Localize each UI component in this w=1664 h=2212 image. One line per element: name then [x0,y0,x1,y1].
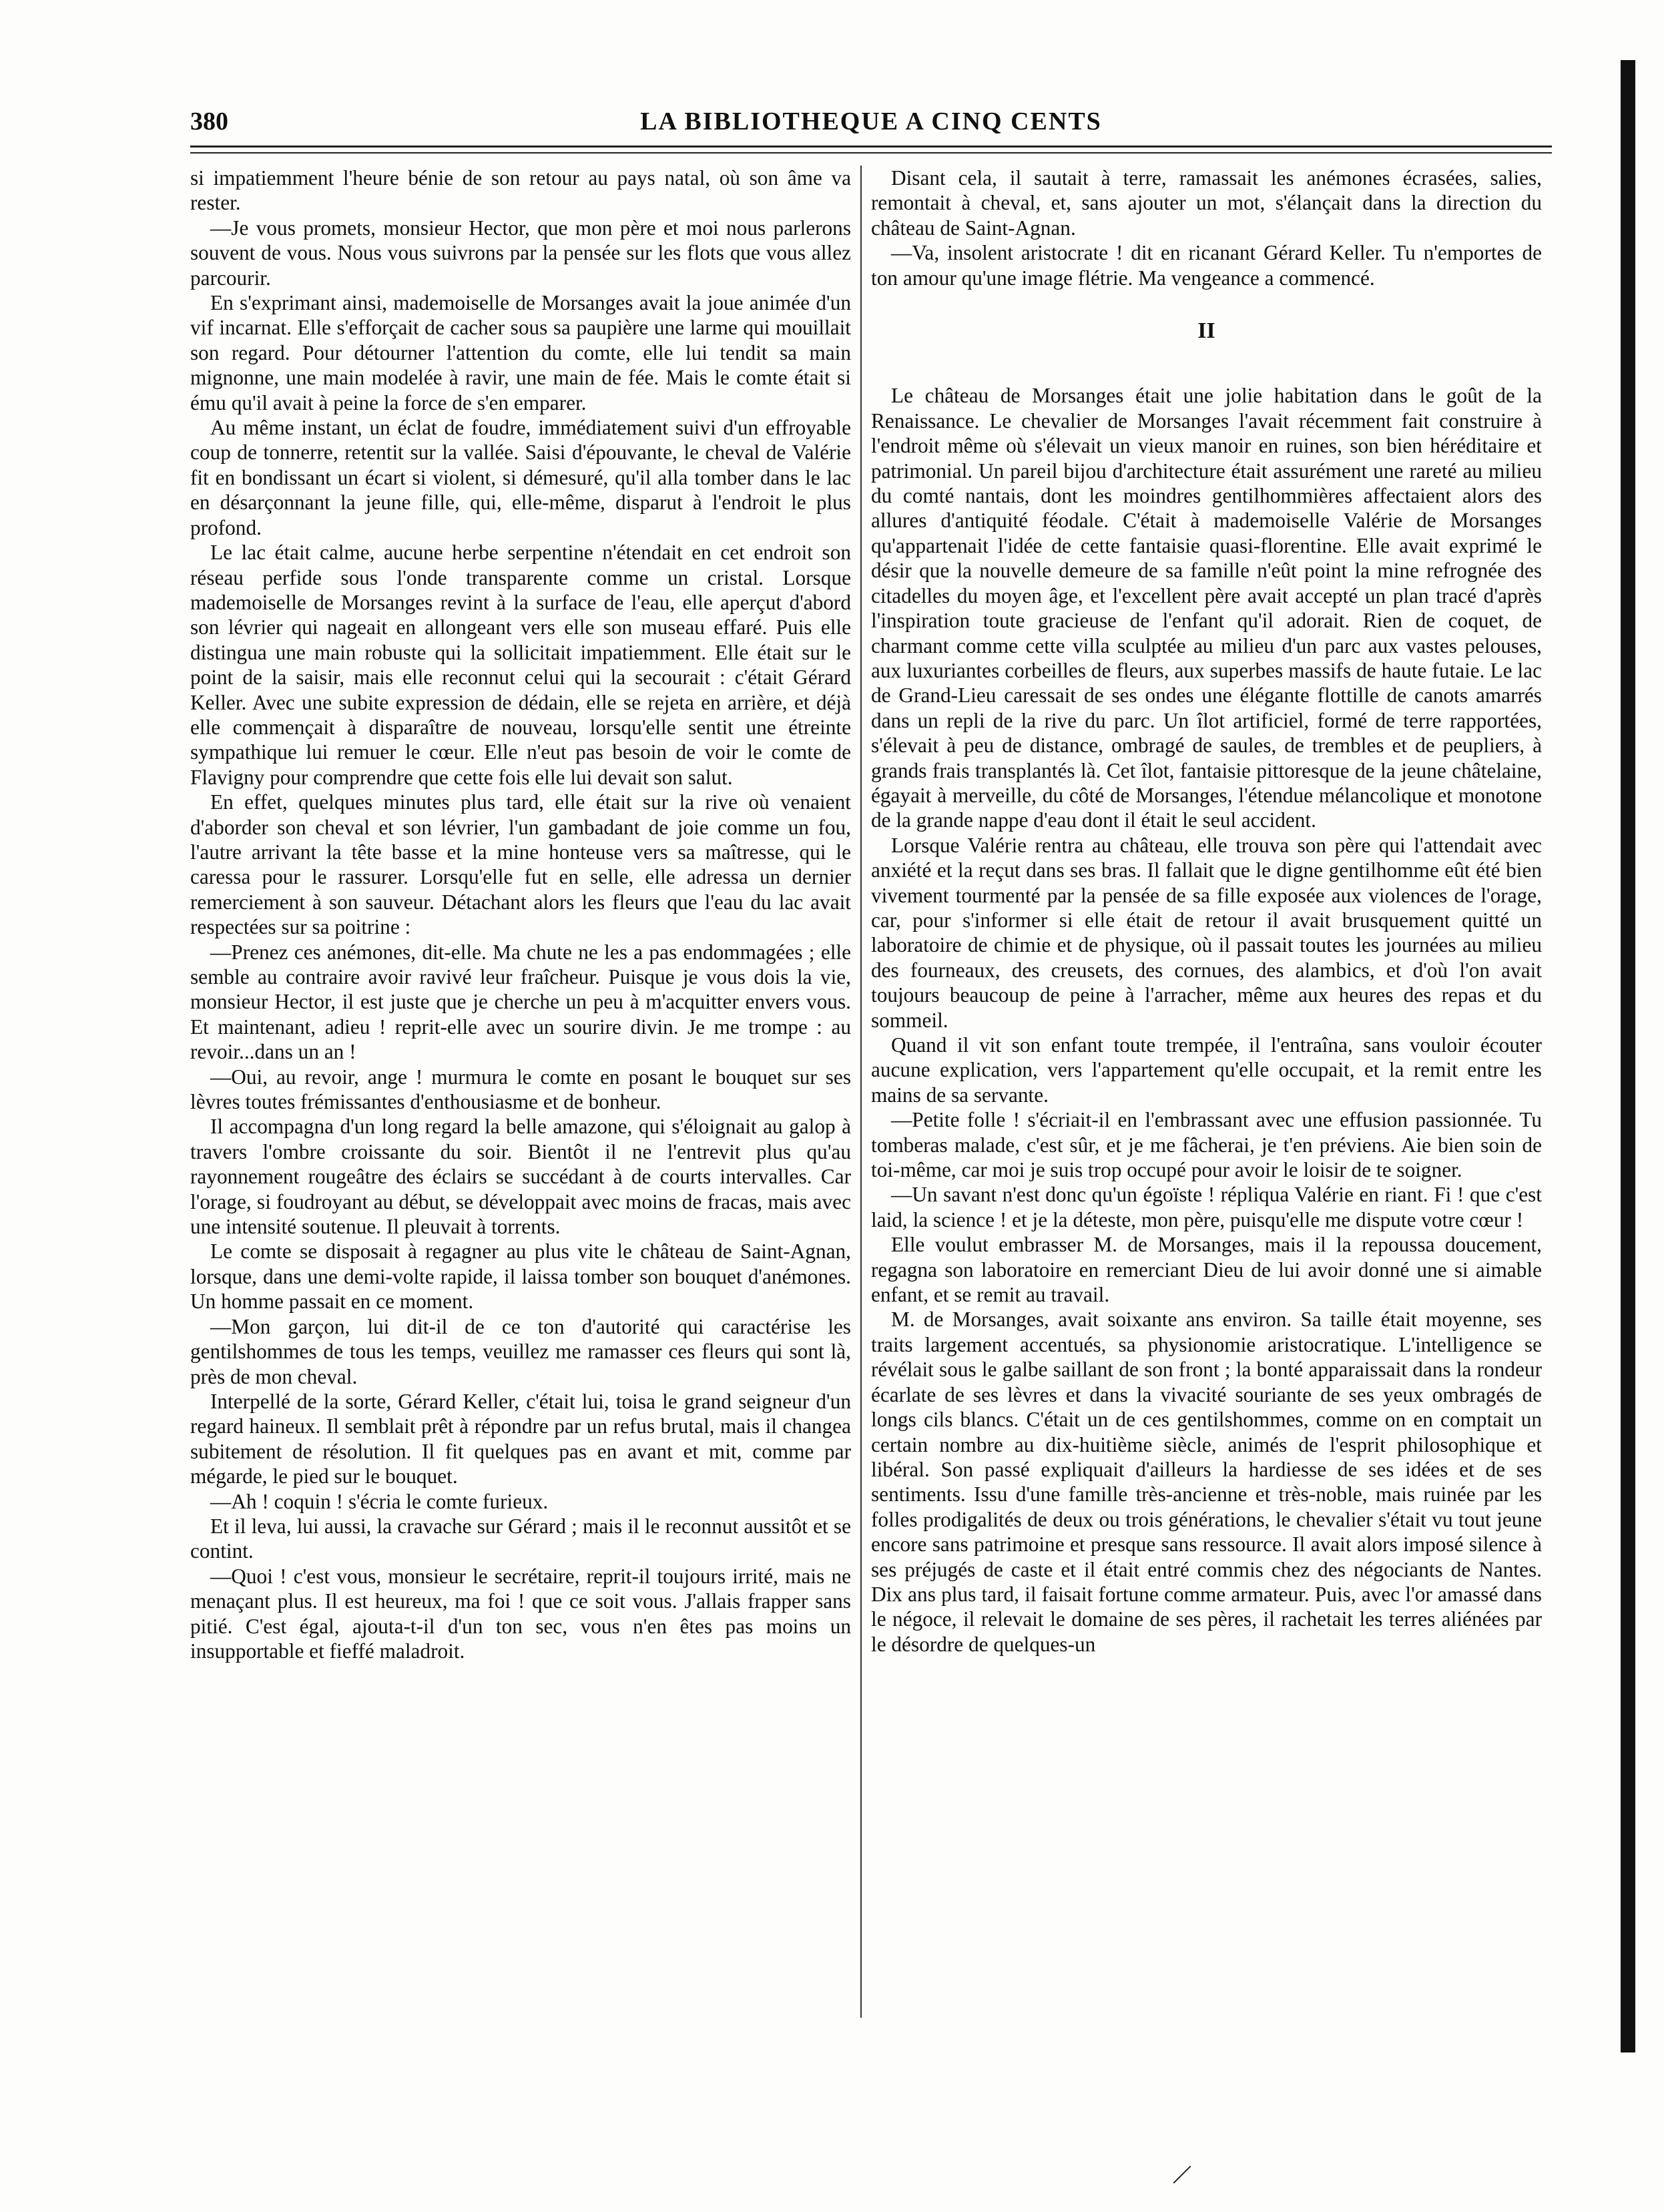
paragraph: Disant cela, il sautait à terre, ramassait les anémones écrasées, salies, remontait à cheval, et, sans ajouter un mot, s'élançait dans la direction du château de Saint-Agnan. [871,166,1542,240]
running-title: LA BIBLIOTHEQUE A CINQ CENTS [640,107,1102,135]
paragraph: —Ah ! coquin ! s'écria le comte furieux. [210,1489,549,1513]
binding-edge-shadow [1621,60,1635,2052]
paragraph: Il accompagna d'un long regard la belle amazone, qui s'éloignait au galop à travers l'ombre croissante du soir. Bientôt il ne l'entrevit plus qu'au rayonnement rougeâtre des éclairs se succédant à de courts intervalles. Car l'orage, si foudroyant au début, se développait avec moins de fracas, mais avec une intensité soutenue. Il pleuvait à torrents. [190,1115,851,1239]
header-rule [190,146,1552,148]
paragraph: —Va, insolent aristocrate ! dit en ricanant Gérard Keller. Tu n'emportes de ton amour qu'une image flétrie. Ma vengeance a commencé. [871,241,1542,290]
paragraph: Elle voulut embrasser M. de Morsanges, mais il la repoussa doucement, regagna son laboratoire en remerciant Dieu de lui avoir donné une si aimable enfant, et se remit au travail. [871,1233,1542,1307]
paragraph: —Je vous promets, monsieur Hector, que mon père et moi nous parlerons souvent de vous. Nous vous suivrons par la pensée sur les flots que vous allez parcourir. [190,216,851,290]
header-rule-secondary [190,152,1552,154]
paragraph: si impatiemment l'heure bénie de son retour au pays natal, où son âme va rester. [190,166,851,215]
paragraph: Interpellé de la sorte, Gérard Keller, c'était lui, toisa le grand seigneur d'un regard haineux. Il semblait prêt à répondre par un refus brutal, mais il changea subitement de résolution. Il fit quelques pas en avant et mit, comme par mégarde, le pied sur le bouquet. [190,1389,851,1488]
paragraph: —Oui, au revoir, ange ! murmura le comte en posant le bouquet sur ses lèvres toutes frémissantes d'enthousiasme et de bonheur. [190,1065,851,1114]
section-heading: II [1197,318,1215,344]
page-number: 380 [190,107,228,135]
paragraph: Et il leva, lui aussi, la cravache sur Gérard ; mais il le reconnut aussitôt et se contint. [190,1514,851,1563]
paragraph: Le lac était calme, aucune herbe serpentine n'étendait en cet endroit son réseau perfide sous l'onde transparente comme un cristal. Lorsque mademoiselle de Morsanges revint à la surface de l'eau, elle aperçut d'abord son lévrier qui nageait en allongeant vers elle son museau effaré. Puis elle distingua une main robuste qui la sollicitait impatiemment. Elle était sur le point de la saisir, mais elle reconnut celui qui la secourait : c'était Gérard Keller. Avec une subite expression de dédain, elle se rejeta en arrière, et déjà elle commençait à disparaître de nouveau, lorsqu'elle sentit une étreinte sympathique lui remuer le cœur. Elle n'eut pas besoin de voir le comte de Flavigny pour comprendre que cette fois elle lui devait son salut. [190,541,851,789]
paragraph: Le comte se disposait à regagner au plus vite le château de Saint-Agnan, lorsque, dans une demi-volte rapide, il laissa tomber son bouquet d'anémones. Un homme passait en ce moment. [190,1239,851,1314]
paragraph: —Quoi ! c'est vous, monsieur le secrétaire, reprit-il toujours irrité, mais ne menaçant plus. Il est heureux, ma foi ! que ce soit vous. J'allais frapper sans pitié. C'est égal, ajouta-t-il d'un ton sec, vous n'en êtes pas moins un insupportable et fieffé maladroit. [190,1564,851,1663]
ink-mark [1173,2166,1191,2184]
paragraph: En effet, quelques minutes plus tard, elle était sur la rive où venaient d'aborder son cheval et son lévrier, l'un gambadant de joie comme un fou, l'autre arrivant la tête basse et la mine honteuse vers sa maîtresse, qui le caressa pour le rassurer. Lorsqu'elle fut en selle, elle adressa un dernier remerciement à son sauveur. Détachant alors les fleurs que l'eau du lac avait respectées sur sa poitrine : [190,790,851,939]
paragraph: —Mon garçon, lui dit-il de ce ton d'autorité qui caractérise les gentilshommes de tous les temps, veuillez me ramasser ces fleurs qui sont là, près de mon cheval. [190,1314,851,1388]
paragraph: —Prenez ces anémones, dit-elle. Ma chute ne les a pas endommagées ; elle semble au contraire avoir ravivé leur fraîcheur. Puisque je vous dois la vie, monsieur Hector, il est juste que je cherche un peu à m'acquitter envers vous. Et maintenant, adieu ! reprit-elle avec un sourire divin. Je me trompe : au revoir...dans un an ! [190,940,851,1064]
left-column [190,166,851,1663]
page-header [190,107,1552,147]
paragraph: —Petite folle ! s'écriait-il en l'embrassant avec une effusion passionnée. Tu tomberas malade, c'est sûr, et je me fâcherai, je t'en préviens. Aie bien soin de toi-même, car moi je suis trop occupé pour avoir le loisir de te soigner. [871,1108,1542,1182]
paragraph: Le château de Morsanges était une jolie habitation dans le goût de la Renaissance. Le chevalier de Morsanges l'avait récemment fait construire à l'endroit même où s'élevait un vieux manoir en ruines, son bien héréditaire et patrimonial. Un pareil bijou d'architecture était assurément une rareté au milieu du comté nantais, dont les moindres gentilhommières affectaient alors des allures d'antiquité féodale. C'était à mademoiselle Valérie de Morsanges qu'appartenait l'idée de cette fantaisie quasi-florentine. Elle avait exprimé le désir que la nouvelle demeure de sa famille n'eût point la mine refrognée des citadelles du moyen âge, et l'excellent père avait accepté un plan tracé d'après l'inspiration toute gracieuse de l'enfant qu'il adorait. Rien de coquet, de charmant comme cette villa sculptée au milieu d'un parc aux vastes pelouses, aux luxuriantes corbeilles de fleurs, aux superbes massifs de haute futaie. Le lac de Grand-Lieu caressait de ses ondes une élégante flottille de canots amarrés dans un repli de la rive du parc. Un îlot artificiel, formé de terre rapportées, s'élevait à peu de distance, ombragé de saules, de trembles et de peupliers, à grands frais transplantés là. Cet îlot, fantaisie pittoresque de la jeune châtelaine, égayait à merveille, du côté de Morsanges, l'étendue mélancolique et monotone de la grande nappe d'eau dont il était le seul accident. [871,384,1542,832]
right-column [871,166,1542,1657]
paragraph: Quand il vit son enfant toute trempée, il l'entraîna, sans vouloir écouter aucune explication, vers l'appartement qu'elle occupait, et la remit entre les mains de sa servante. [871,1033,1542,1107]
paragraph: M. de Morsanges, avait soixante ans environ. Sa taille était moyenne, ses traits largement accentués, sa physionomie aristocratique. L'intelligence se révélait sous le galbe saillant de son front ; la bonté apparaissait dans la rondeur écarlate de ses lèvres et dans la vivacité souriante de ses yeux ombragés de longs cils blancs. C'était un de ces gentilshommes, comme on en comptait un certain nombre au dix-huitième siècle, animés de l'esprit philosophique et libéral. Son passé expliquait d'ailleurs la hardiesse de ses idées et de ses sentiments. Issu d'une famille très-ancienne et très-noble, mais ruinée par les folles prodigalités de deux ou trois générations, le chevalier s'était vu tout jeune encore sans patrimoine et presque sans ressource. Il avait alors imposé silence à ses préjugés de caste et il était entré commis chez des négociants de Nantes. Dix ans plus tard, il faisait fortune comme armateur. Puis, avec l'or amassé dans le négoce, il relevait le domaine de ses pères, il rachetait les terres aliénées par le désordre de quelques-un [871,1308,1542,1656]
paragraph: En s'exprimant ainsi, mademoiselle de Morsanges avait la joue animée d'un vif incarnat. Elle s'efforçait de cacher sous sa paupière une larme qui mouillait son regard. Pour détourner l'attention du comte, elle lui tendit sa main mignonne, une main modelée à ravir, une main de fée. Mais le comte était si ému qu'il avait à peine la force de s'en emparer. [190,291,851,414]
paragraph: Au même instant, un éclat de foudre, immédiatement suivi d'un effroyable coup de tonnerre, retentit sur la vallée. Saisi d'épouvante, le cheval de Valérie fit en bondissant un écart si violent, si démesuré, qu'il alla tomber dans le lac en désarçonnant la jeune fille, qui, elle-même, disparut à l'endroit le plus profond. [190,416,851,539]
paragraph: —Un savant n'est donc qu'un égoïste ! répliqua Valérie en riant. Fi ! que c'est laid, la science ! et je la déteste, mon père, puisqu'elle me dispute votre cœur ! [871,1183,1542,1231]
paragraph: Lorsque Valérie rentra au château, elle trouva son père qui l'attendait avec anxiété et la reçut dans ses bras. Il fallait que le digne gentilhomme eût été bien vivement tourmenté par la pensée de sa fille exposée aux violences de l'orage, car, pour s'informer si elle était de retour il avait brusquement quitté un laboratoire de chimie et de physique, où il passait toutes les journées au milieu des fourneaux, des creusets, des cornues, des alambics, et d'où l'on avait toujours beaucoup de peine à l'arracher, même aux heures des repas et du sommeil. [871,833,1542,1032]
column-divider [860,166,862,2018]
